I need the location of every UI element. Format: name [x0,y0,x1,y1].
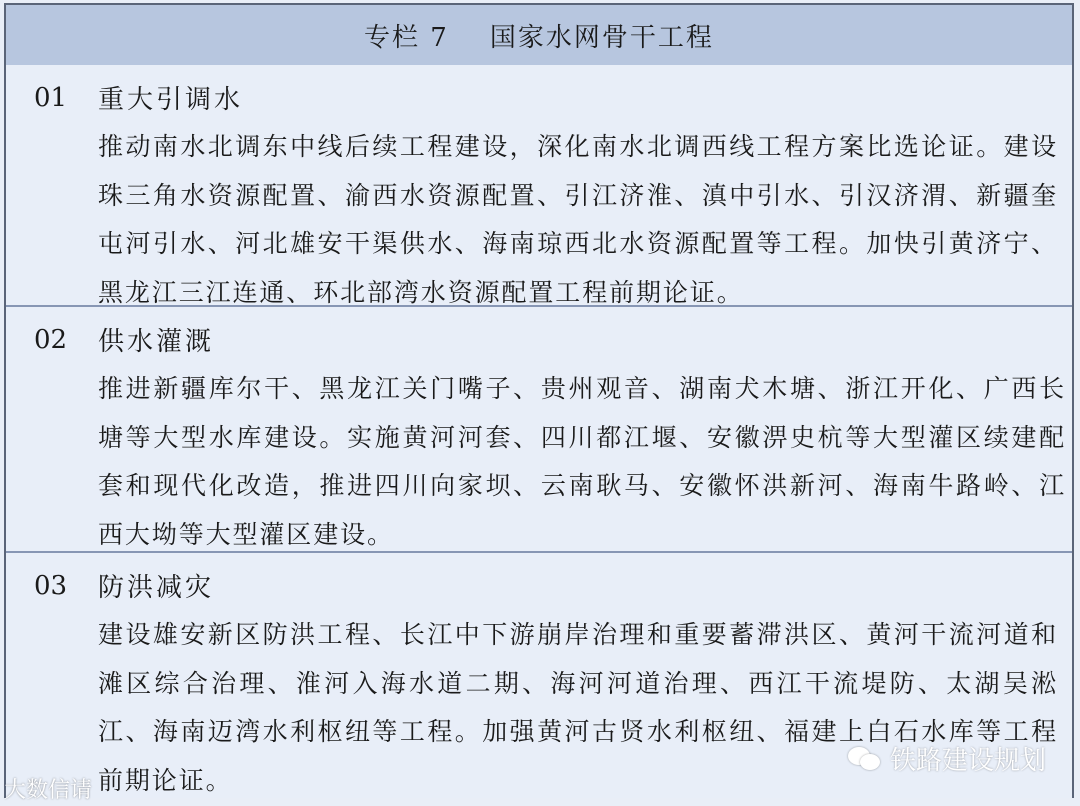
section-body: 推动南水北调东中线后续工程建设，深化南水北调西线工程方案比选论证。建设珠三角水资源配置、渝西水资源配置、引江济淮、滇中引水、引汉济渭、新疆奎屯河引水、河北雄安干渠供水、海南琼西北水资源配置等工程。加快引黄济宁、黑龙江三江连通、环北部湾水资源配置工程前期论证。 [98,132,1058,307]
corner-watermark [4,773,92,804]
watermark-text: 铁路建设规划 [889,746,1046,776]
section-header [34,79,243,116]
section-title: 防洪减灾 [98,573,215,603]
box-label: 专栏 7 [364,22,449,53]
feature-box [4,3,1074,798]
section-body: 建设雄安新区防洪工程、长江中下游崩岸治理和重要蓄滞洪区、黄河干流河道和滩区综合治理、淮河入海水道二期、海河河道治理、西江干流堤防、太湖吴淞江、海南迈湾水利枢纽等工程。加强黄河古贤水利枢纽、福建上白石水库等工程前期论证。 [98,620,1058,795]
section-header [34,567,214,604]
box-title: 国家水网骨干工程 [489,22,714,53]
section-number: 01 [34,82,68,113]
section-header [34,321,214,358]
box-title-bar [6,5,1072,67]
section-body: 推进新疆库尔干、黑龙江关门嘴子、贵州观音、湖南犬木塘、浙江开化、广西长塘等大型水库建设。实施黄河河套、四川都江堰、安徽淠史杭等大型灌区续建配套和现代化改造，推进四川向家坝、云南耿马、安徽怀洪新河、海南牛路岭、江西大坳等大型灌区建设。 [98,374,1066,549]
section-major-water-transfer [6,65,1072,307]
corner-watermark-text: 大数信请 [4,778,93,803]
section-number: 03 [34,570,68,601]
section-water-supply-irrigation [6,307,1072,553]
wechat-watermark [848,740,1046,777]
section-number: 02 [34,324,68,355]
wechat-icon [848,745,882,773]
section-title: 重大引调水 [98,85,244,115]
section-title: 供水灌溉 [98,327,215,357]
